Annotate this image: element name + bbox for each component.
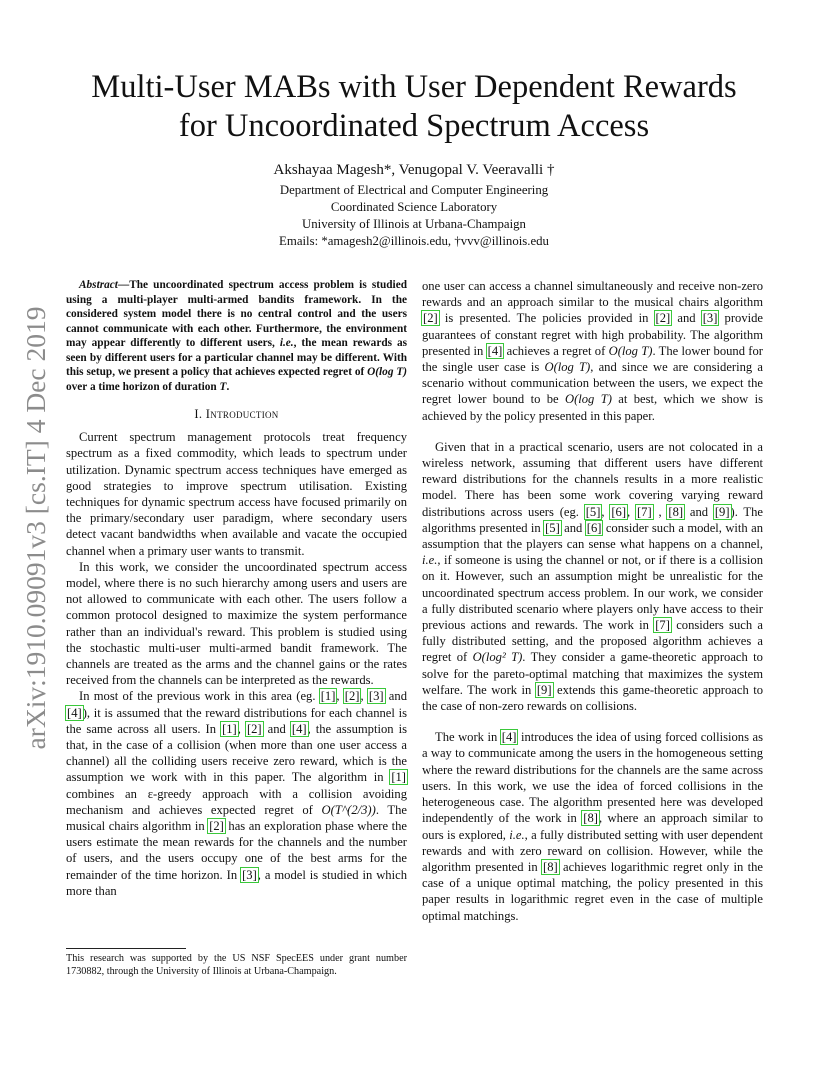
footnote: This research was supported by the US NSF SpecEES under grant number 1730882, through the University of Illinois at Urbana-Champaign. — [66, 948, 407, 978]
paragraph-gap — [422, 714, 763, 729]
citation-link[interactable]: [6] — [611, 504, 627, 519]
citation-link[interactable]: [7] — [655, 618, 670, 633]
citation-link[interactable]: [8] — [583, 811, 598, 826]
citation-link[interactable]: [4] — [501, 730, 517, 745]
citation-link[interactable]: [2] — [344, 689, 360, 704]
math-expression: O(log T) — [564, 392, 612, 407]
citation-link[interactable]: [8] — [543, 859, 558, 874]
citation-link[interactable]: [1] — [320, 689, 336, 704]
title-line-1: Multi-User MABs with User Dependent Rewards — [91, 69, 737, 105]
math-expression: O(T^(2/3)) — [321, 802, 376, 817]
citation-link[interactable]: [2] — [655, 311, 671, 326]
citation-link[interactable]: [4] — [67, 705, 82, 720]
citation-link[interactable]: [5] — [545, 520, 560, 535]
arxiv-identifier-stamp: arXiv:1910.09091v3 [cs.IT] 4 Dec 2019 — [20, 306, 51, 749]
citation-link[interactable]: [1] — [222, 721, 237, 736]
citation-link[interactable]: [2] — [209, 819, 224, 834]
left-column — [66, 278, 407, 899]
citation-link[interactable]: [4] — [291, 721, 307, 736]
math-expression: O(log² T) — [472, 650, 523, 665]
citation-link[interactable]: [7] — [636, 504, 652, 519]
paragraph: The work in [4] introduces the idea of using forced collisions as a way to communicate among the users in the homogeneous setting where the reward distributions for the channels are the same across users. In this work, we use the idea of forced collisions in the heterogeneous case. The algorithm presented here was developed independently of the work in [8], where an approach similar to ours is explored, i.e., a fully distributed setting with user dependent rewards and with zero reward on collision. However, while the algorithm presented in [8] achieves logarithmic regret only in the case of a unique optimal matching, the policy presented in this paper results in logarithmic regret even in the case of multiple optimal matchings. — [422, 730, 764, 923]
citation-link[interactable]: [3] — [702, 311, 718, 326]
citation-link[interactable]: [3] — [368, 689, 384, 704]
author-emails: Emails: *amagesh2@illinois.edu, †vvv@illinois.edu — [279, 234, 549, 248]
paragraph-gap — [422, 424, 763, 439]
citation-link[interactable]: [3] — [242, 867, 257, 882]
abstract: Abstract—The uncoordinated spectrum access problem is studied using a multi-player multi-armed bandits framework. In the considered system model there is no central control and the users cannot communicate with each other. Furthermore, the environment may appear differently to different users, i.e., the mean rewards as seen by different users for a particular channel may be different. With this setup, we present a policy that achieves expected regret of O(log T) over a time horizon of duration T. — [66, 279, 408, 393]
citation-link[interactable]: [8] — [668, 504, 684, 519]
citation-link[interactable]: [5] — [585, 504, 601, 519]
paragraph: one user can access a channel simultaneously and receive non-zero rewards and an approach similar to the musical chairs algorithm [2] is presented. The policies provided in [2] and [3] provide guarantees of constant regret with high probability. The algorithm presented in [4] achieves a regret of O(log T). The lower bound for the single user case is O(log T), and since we are considering a scenario without communication between the users, we expect the regret lower bound to be O(log T) at best, which we show is achieved by the policy presented in this paper. — [422, 279, 763, 423]
paper-title — [60, 68, 768, 146]
right-column — [422, 278, 763, 924]
affiliation-lab: Coordinated Science Laboratory — [330, 200, 498, 214]
affiliation-university: University of Illinois at Urbana-Champaign — [302, 217, 526, 231]
citation-link[interactable]: [1] — [391, 770, 406, 785]
paragraph: In most of the previous work in this area (eg. [1], [2], [3] and [4]), it is assumed that the reward distributions for each channel is the same across all users. In [1], [2] and [4], the assumption is that, in the case of a collision (when more than one user access a channel) all the colliding users receive zero reward, which is the assumption we work with in this paper. The algorithm in [1] combines an ε-greedy approach with a collision avoiding mechanism and achieves expected regret of O(T^(2/3)). The musical chairs algorithm in [2] has an exploration phase where the users estimate the mean rewards for the channels and the number of users, and the users occupy one of the best arms for the remainder of the time horizon. In [3], a model is studied in which more than — [66, 689, 407, 898]
abstract-label: Abstract — [79, 279, 118, 291]
math-expression: O(log T) — [608, 343, 653, 358]
paragraph: In this work, we consider the uncoordinated spectrum access model, where there is no such hierarchy among users and users are not allowed to communicate with each other. The users follow a common protocol designed to maximize the system performance rather than an individual's reward. This problem is studied using the stochastic multi-user multi-armed bandit framework. The channels are treated as the arms and the channel gains or the rates received from the channels can be interpreted as the rewards. — [66, 559, 407, 688]
citation-link[interactable]: [9] — [714, 504, 730, 519]
citation-link[interactable]: [2] — [246, 721, 262, 736]
affiliation-block — [160, 182, 668, 250]
citation-link[interactable]: [9] — [536, 682, 552, 697]
citation-link[interactable]: [4] — [487, 343, 503, 358]
math-expression: O(log T) — [367, 366, 408, 378]
paragraph: Given that in a practical scenario, users are not colocated in a wireless network, assuming that different users have different reward distributions for the channels results in a more realistic model. There has been some work covering varying reward distributions across users (eg. [5], [6], [7] , [8] and [9]). The algorithms presented in [5] and [6] consider such a model, with an assumption that the players can sense what happens on a channel, i.e., if someone is using the channel or not, or if there is a collision on it. However, such an assumption might be unrealistic for the uncoordinated spectrum access problem. In our work, we consider a fully distributed scenario where players only have access to their previous actions and rewards. The work in [7] considers such a fully distributed setting, and the proposed algorithm achieves a regret of O(log² T). They consider a game-theoretic approach to solve for the pareto-optimal matching that maximizes the system welfare. The work in [9] extends this game-theoretic approach to the case of non-zero rewards on collisions. — [422, 439, 764, 714]
section-heading-introduction: I. Introduction — [194, 407, 279, 421]
citation-link[interactable]: [2] — [423, 311, 438, 326]
affiliation-department: Department of Electrical and Computer Engineering — [279, 183, 549, 197]
title-line-2: for Uncoordinated Spectrum Access — [178, 108, 650, 144]
citation-link[interactable]: [6] — [586, 520, 602, 535]
math-expression: T — [219, 380, 227, 393]
footnote-rule — [66, 948, 186, 949]
math-expression: O(log T) — [544, 360, 591, 375]
paragraph: Current spectrum management protocols treat frequency spectrum as a fixed commodity, which leads to spectrum under utilization. Dynamic spectrum access techniques have emerged as good strategies to improve spectrum utilisation. Existing techniques for dynamic spectrum access have focused primarily on the primary/secondary user paradigm, where secondary users detect vacant bandwidths when available and vacate the occupied channel when a primary user wants to transmit. — [66, 430, 407, 558]
author-list: Akshayaa Magesh*, Venugopal V. Veeravalli † — [273, 162, 555, 178]
